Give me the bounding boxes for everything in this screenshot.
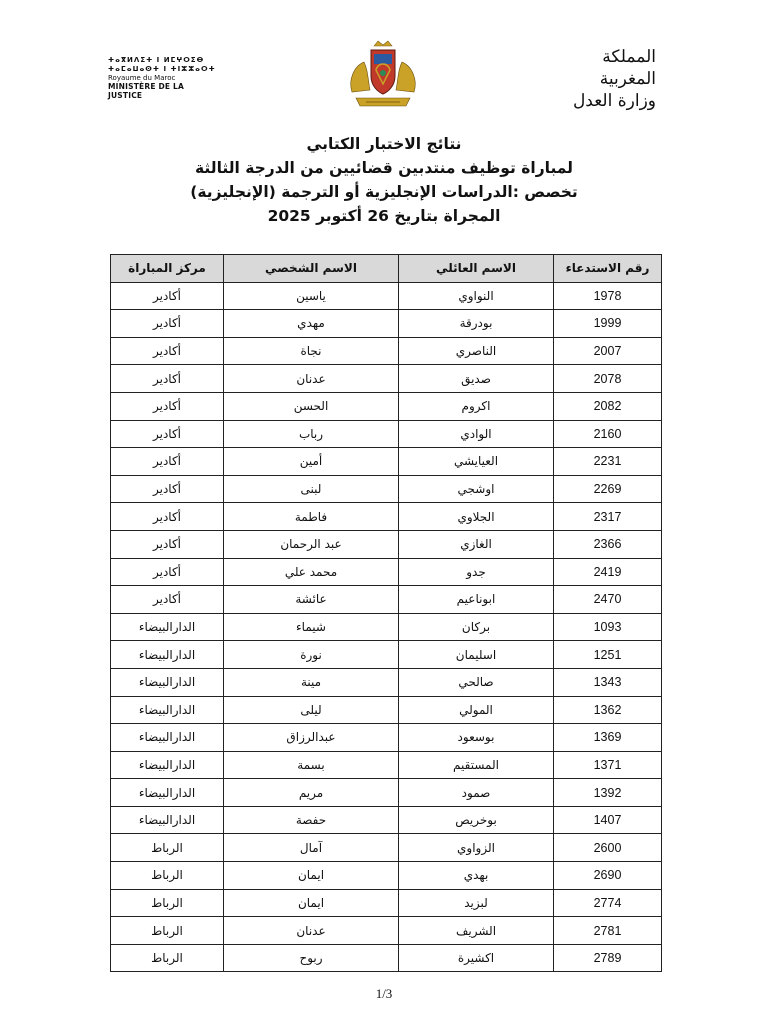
exam-center-cell: الدارالبيضاء	[111, 806, 224, 834]
table-row	[111, 917, 662, 945]
first-name-cell: عبدالرزاق	[224, 724, 399, 752]
table-row	[111, 420, 662, 448]
convocation-number-cell: 2419	[554, 558, 662, 586]
document-titles	[0, 132, 768, 228]
family-name-cell: بهدي	[399, 862, 554, 890]
convocation-number-cell: 1371	[554, 751, 662, 779]
header-exam-center: مركز المباراة	[111, 255, 224, 283]
family-name-cell: بوخريص	[399, 806, 554, 834]
first-name-cell: مهدي	[224, 310, 399, 338]
first-name-cell: ربوح	[224, 944, 399, 972]
convocation-number-cell: 2600	[554, 834, 662, 862]
convocation-number-cell: 1251	[554, 641, 662, 669]
convocation-number-cell: 2470	[554, 586, 662, 614]
title-line-2: لمباراة توظيف منتدبين قضائيين من الدرجة الثالثة	[195, 159, 573, 177]
first-name-cell: ياسين	[224, 282, 399, 310]
convocation-number-cell: 2781	[554, 917, 662, 945]
kingdom-label-fr: Royaume du Maroc	[108, 74, 176, 82]
family-name-cell: الزواوي	[399, 834, 554, 862]
exam-center-cell: الدارالبيضاء	[111, 779, 224, 807]
exam-center-cell: أكادير	[111, 337, 224, 365]
family-name-cell: بوسعود	[399, 724, 554, 752]
title-line-4: المجراة بتاريخ 26 أكتوبر 2025	[267, 207, 501, 225]
exam-center-cell: الدارالبيضاء	[111, 641, 224, 669]
first-name-cell: لبنى	[224, 475, 399, 503]
convocation-number-cell: 2690	[554, 862, 662, 890]
exam-center-cell: الرباط	[111, 917, 224, 945]
header-family-name: الاسم العائلي	[399, 255, 554, 283]
convocation-number-cell: 2082	[554, 392, 662, 420]
first-name-cell: عدنان	[224, 365, 399, 393]
first-name-cell: شيماء	[224, 613, 399, 641]
exam-center-cell: أكادير	[111, 448, 224, 476]
convocation-number-cell: 2269	[554, 475, 662, 503]
table-row	[111, 889, 662, 917]
family-name-cell: المولي	[399, 696, 554, 724]
first-name-cell: ايمان	[224, 862, 399, 890]
table-row	[111, 475, 662, 503]
table-row	[111, 558, 662, 586]
exam-center-cell: أكادير	[111, 530, 224, 558]
convocation-number-cell: 2317	[554, 503, 662, 531]
ministry-logo-fr	[108, 56, 218, 100]
exam-center-cell: الدارالبيضاء	[111, 696, 224, 724]
family-name-cell: الجلاوي	[399, 503, 554, 531]
family-name-cell: بركان	[399, 613, 554, 641]
table-row	[111, 448, 662, 476]
exam-center-cell: أكادير	[111, 282, 224, 310]
first-name-cell: بسمة	[224, 751, 399, 779]
ministry-label-ar: وزارة العدل	[572, 91, 656, 111]
convocation-number-cell: 1093	[554, 613, 662, 641]
convocation-number-cell: 2007	[554, 337, 662, 365]
page-number: 1/3	[375, 986, 393, 1001]
moroccan-coat-of-arms-icon	[338, 40, 428, 110]
results-table	[110, 254, 662, 972]
table-row	[111, 944, 662, 972]
family-name-cell: العيايشي	[399, 448, 554, 476]
first-name-cell: عدنان	[224, 917, 399, 945]
exam-center-cell: أكادير	[111, 365, 224, 393]
first-name-cell: حفصة	[224, 806, 399, 834]
family-name-cell: الغازي	[399, 530, 554, 558]
exam-center-cell: الدارالبيضاء	[111, 613, 224, 641]
header-first-name: الاسم الشخصي	[224, 255, 399, 283]
kingdom-label-ar: المملكة المغربية	[599, 47, 656, 89]
family-name-cell: الوادي	[399, 420, 554, 448]
convocation-number-cell: 1392	[554, 779, 662, 807]
ministry-label-fr: MINISTÈRE DE LA JUSTICE	[108, 82, 185, 100]
table-row	[111, 751, 662, 779]
first-name-cell: نورة	[224, 641, 399, 669]
family-name-cell: ابوناعيم	[399, 586, 554, 614]
first-name-cell: آمال	[224, 834, 399, 862]
convocation-number-cell: 1999	[554, 310, 662, 338]
table-row	[111, 834, 662, 862]
table-row	[111, 310, 662, 338]
table-row	[111, 503, 662, 531]
exam-center-cell: أكادير	[111, 558, 224, 586]
first-name-cell: مينة	[224, 668, 399, 696]
family-name-cell: صالحي	[399, 668, 554, 696]
family-name-cell: اكشيرة	[399, 944, 554, 972]
exam-center-cell: أكادير	[111, 420, 224, 448]
table-row	[111, 779, 662, 807]
table-row	[111, 530, 662, 558]
table-row	[111, 282, 662, 310]
family-name-cell: اوشجي	[399, 475, 554, 503]
first-name-cell: مريم	[224, 779, 399, 807]
first-name-cell: الحسن	[224, 392, 399, 420]
exam-center-cell: الرباط	[111, 889, 224, 917]
convocation-number-cell: 1369	[554, 724, 662, 752]
header-convocation-number: رقم الاستدعاء	[554, 255, 662, 283]
title-line-3: تخصص :الدراسات الإنجليزية أو الترجمة (الإنجليزية)	[190, 183, 578, 201]
convocation-number-cell: 1343	[554, 668, 662, 696]
table-row	[111, 365, 662, 393]
first-name-cell: رباب	[224, 420, 399, 448]
exam-center-cell: الدارالبيضاء	[111, 751, 224, 779]
first-name-cell: عبد الرحمان	[224, 530, 399, 558]
page-header	[0, 38, 768, 118]
exam-center-cell: أكادير	[111, 310, 224, 338]
convocation-number-cell: 1978	[554, 282, 662, 310]
title-line-1: نتائج الاختبار الكتابي	[306, 135, 462, 153]
family-name-cell: الشريف	[399, 917, 554, 945]
table-row	[111, 696, 662, 724]
family-name-cell: المستقيم	[399, 751, 554, 779]
family-name-cell: الناصري	[399, 337, 554, 365]
exam-center-cell: أكادير	[111, 475, 224, 503]
exam-center-cell: الرباط	[111, 944, 224, 972]
first-name-cell: أمين	[224, 448, 399, 476]
convocation-number-cell: 1362	[554, 696, 662, 724]
convocation-number-cell: 2231	[554, 448, 662, 476]
exam-center-cell: أكادير	[111, 586, 224, 614]
convocation-number-cell: 2078	[554, 365, 662, 393]
convocation-number-cell: 2789	[554, 944, 662, 972]
convocation-number-cell: 2774	[554, 889, 662, 917]
convocation-number-cell: 1407	[554, 806, 662, 834]
table-row	[111, 641, 662, 669]
first-name-cell: ليلى	[224, 696, 399, 724]
exam-center-cell: الدارالبيضاء	[111, 724, 224, 752]
convocation-number-cell: 2366	[554, 530, 662, 558]
table-body	[111, 282, 662, 972]
family-name-cell: صديق	[399, 365, 554, 393]
table-row	[111, 806, 662, 834]
ministry-logo-ar	[546, 46, 656, 112]
family-name-cell: صمود	[399, 779, 554, 807]
exam-center-cell: أكادير	[111, 392, 224, 420]
first-name-cell: فاطمة	[224, 503, 399, 531]
table-row	[111, 392, 662, 420]
family-name-cell: جدو	[399, 558, 554, 586]
first-name-cell: ايمان	[224, 889, 399, 917]
family-name-cell: اكروم	[399, 392, 554, 420]
first-name-cell: محمد علي	[224, 558, 399, 586]
family-name-cell: بودرقة	[399, 310, 554, 338]
first-name-cell: نجاة	[224, 337, 399, 365]
table-row	[111, 586, 662, 614]
exam-center-cell: أكادير	[111, 503, 224, 531]
exam-center-cell: الرباط	[111, 862, 224, 890]
first-name-cell: عائشة	[224, 586, 399, 614]
exam-center-cell: الرباط	[111, 834, 224, 862]
table-row	[111, 724, 662, 752]
table-header-row	[111, 255, 662, 283]
table-row	[111, 337, 662, 365]
family-name-cell: لبزيد	[399, 889, 554, 917]
table-row	[111, 613, 662, 641]
family-name-cell: اسليمان	[399, 641, 554, 669]
exam-center-cell: الدارالبيضاء	[111, 668, 224, 696]
convocation-number-cell: 2160	[554, 420, 662, 448]
tifinagh-text: ⵜⴰⴳⵍⴷⵉⵜ ⵏ ⵍⵎⵖⵔⵉⴱ ⵜⴰⵎⴰⵡⴰⵙⵜ ⵏ ⵜⵏⵣⵣⴰⵔⵜ	[108, 56, 216, 73]
table-row	[111, 862, 662, 890]
table-row	[111, 668, 662, 696]
family-name-cell: النواوي	[399, 282, 554, 310]
